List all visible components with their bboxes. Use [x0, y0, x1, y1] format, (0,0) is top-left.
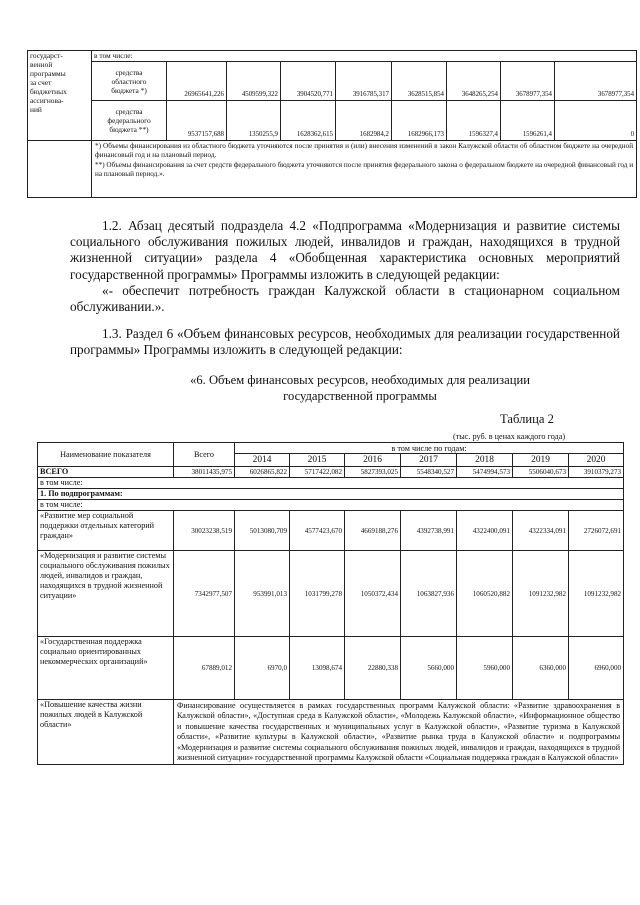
- subprogram-2-2016: 1050372,434: [345, 551, 401, 637]
- program-funding-label: государст- венной программы за счет бюджетных ассигнова- ний: [28, 51, 92, 141]
- footnote-federal: **) Объемы финансирования за счет средств федерального бюджета уточняются после принятия федерального закона о федеральном бюджете на очередной финансовый год и на плановый период.».: [95, 160, 634, 178]
- including-label: в том числе:: [38, 500, 624, 511]
- subprogram-1-2020: 2726072,691: [569, 511, 624, 551]
- paragraph-1-2-quote-text: «- обеспечит потребность граждан Калужской области в стационарном социальном обслуживании.».: [70, 283, 620, 315]
- regional-total-cell: 26965641,226: [167, 62, 227, 101]
- federal-2019-cell: 1596261,4: [501, 101, 555, 141]
- header-year-2020: 2020: [569, 454, 624, 467]
- total-row-2020: 3910379,273: [569, 467, 624, 478]
- total-row-2017: 5548340,527: [401, 467, 457, 478]
- subprogram-1-2016: 4669188,276: [345, 511, 401, 551]
- table-row: [28, 101, 637, 141]
- federal-2017-cell: 1682966,173: [392, 101, 447, 141]
- total-row-2016: 5827393,025: [345, 467, 401, 478]
- federal-2015-cell: 1628362,615: [281, 101, 336, 141]
- header-year-2018: 2018: [457, 454, 513, 467]
- paragraph-1-2-quote: [70, 283, 620, 315]
- subprogram-2-2020: 1091232,982: [569, 551, 624, 637]
- empty-cell: [28, 141, 92, 198]
- table-row: [38, 700, 624, 765]
- footnote-regional: *) Объемы финансирования из областного бюджета уточняются после принятия и (или) внесения изменений в закон Калужской области об областном бюджете на очередной финансовый год и на плановый период.: [95, 142, 634, 160]
- subprogram-2-2019: 1091232,982: [513, 551, 569, 637]
- total-row-2014: 6026865,822: [235, 467, 290, 478]
- subprogram-2-total: 7342977,507: [174, 551, 235, 637]
- financial-resources-table: [37, 442, 624, 765]
- federal-2016-cell: 1682984,2: [336, 101, 392, 141]
- subprogram-2-2018: 1060520,882: [457, 551, 513, 637]
- total-row-2015: 5717422,082: [290, 467, 345, 478]
- subprogram-1-2014: 5013080,709: [235, 511, 290, 551]
- total-row-2019: 5506040,673: [513, 467, 569, 478]
- subprogram-2-2014: 953991,013: [235, 551, 290, 637]
- federal-budget-label: средства федерального бюджета **): [92, 101, 167, 141]
- subprogram-2-2015: 1031799,278: [290, 551, 345, 637]
- header-total: Всего: [174, 443, 235, 467]
- subprogram-3-2015: 13098,674: [290, 637, 345, 700]
- federal-2020-cell: 0: [555, 101, 637, 141]
- subprogram-3-2016: 22880,338: [345, 637, 401, 700]
- subprogram-2-label: «Модернизация и развитие системы социального обслуживания пожилых людей, инвалидов и граждан, находящихся в трудной жизненной ситуации»: [38, 551, 174, 637]
- section-title-line-1: «6. Объем финансовых ресурсов, необходимых для реализации: [190, 373, 530, 387]
- funding-continuation-table: [27, 50, 637, 198]
- paragraph-1-3-text: 1.3. Раздел 6 «Объем финансовых ресурсов, необходимых для реализации государственной программы» Программы изложить в следующей редакции:: [70, 326, 620, 358]
- subprogram-3-label: «Государственная поддержка социально ориентированных некоммерческих организаций»: [38, 637, 174, 700]
- subprogram-1-total: 30023238,519: [174, 511, 235, 551]
- header-year-2017: 2017: [401, 454, 457, 467]
- footnotes-cell: [92, 141, 637, 198]
- table-row: [28, 62, 637, 101]
- subprogram-1-2018: 4322400,091: [457, 511, 513, 551]
- subprogram-1-2017: 4392738,991: [401, 511, 457, 551]
- regional-2020-cell: 3678977,354: [555, 62, 637, 101]
- total-row-sum: 38011435,975: [174, 467, 235, 478]
- section-title: [150, 372, 570, 404]
- subprogram-4-label: «Повышение качества жизни пожилых людей в Калужской области»: [38, 700, 174, 765]
- paragraph-1-2: [70, 218, 620, 283]
- header-year-2015: 2015: [290, 454, 345, 467]
- subprogram-3-total: 67889,012: [174, 637, 235, 700]
- subprogram-1-2019: 4322334,091: [513, 511, 569, 551]
- subprogram-3-2017: 5660,000: [401, 637, 457, 700]
- paragraph-1-3: [70, 326, 620, 358]
- regional-2015-cell: 3904520,771: [281, 62, 336, 101]
- section-title-line-2: государственной программы: [283, 389, 437, 403]
- table-row: [38, 478, 624, 489]
- federal-2018-cell: 1596327,4: [447, 101, 501, 141]
- subprogram-3-2020: 6960,000: [569, 637, 624, 700]
- subprogram-3-2018: 5960,000: [457, 637, 513, 700]
- regional-budget-label: средства областного бюджета *): [92, 62, 167, 101]
- subprogram-1-label: «Развитие мер социальной поддержки отдельных категорий граждан»: [38, 511, 174, 551]
- regional-2016-cell: 3916785,317: [336, 62, 392, 101]
- subprogram-4-financing-note: Финансирование осуществляется в рамках государственных программ Калужской области: «Развитие здравоохранения в Калужской области», «Доступная среда в Калужской области», «Молодежь Калужской области», «Информационное общество и повышение качества государственных и муниципальных услуг в Калужской области», «Развитие туризма в Калужской области», «Развитие культуры в Калужской области», «Развитие рынка труда в Калужской области» и подпрограммы «Модернизация и развитие системы социального обслуживания пожилых людей, инвалидов и граждан, находящихся в трудной жизненной ситуации» государственной программы Калужской области «Социальная поддержка граждан в Калужской области»: [174, 700, 624, 765]
- table-row-total: [38, 467, 624, 478]
- header-year-2016: 2016: [345, 454, 401, 467]
- including-label: в том числе:: [38, 478, 624, 489]
- subprogram-3-2019: 6360,000: [513, 637, 569, 700]
- table-row: [38, 551, 624, 637]
- total-row-2018: 5474994,573: [457, 467, 513, 478]
- regional-2019-cell: 3678977,354: [501, 62, 555, 101]
- table-units-note: (тыс. руб. в ценах каждого года): [453, 432, 566, 441]
- header-indicator-name: Наименование показателя: [38, 443, 174, 467]
- table-caption: Таблица 2: [500, 412, 554, 426]
- table-row: [38, 637, 624, 700]
- federal-total-cell: 9537157,688: [167, 101, 227, 141]
- by-subprograms-label: 1. По подпрограммам:: [38, 489, 624, 500]
- header-years-group: в том числе по годам:: [235, 443, 624, 454]
- subprogram-3-2014: 6970,0: [235, 637, 290, 700]
- regional-2018-cell: 3648265,254: [447, 62, 501, 101]
- header-year-2014: 2014: [235, 454, 290, 467]
- federal-2014-cell: 1350255,9: [227, 101, 281, 141]
- header-row: [38, 443, 624, 454]
- subprogram-1-2015: 4577423,670: [290, 511, 345, 551]
- table-row: [28, 141, 637, 198]
- subprogram-2-2017: 1063827,936: [401, 551, 457, 637]
- regional-2017-cell: 3628515,854: [392, 62, 447, 101]
- including-label: в том числе:: [92, 51, 637, 62]
- paragraph-1-2-text: 1.2. Абзац десятый подраздела 4.2 «Подпрограмма «Модернизация и развитие системы социального обслуживания пожилых людей, инвалидов и граждан, находящихся в трудной жизненной ситуации» раздела 4 «Обобщенная характеристика основных мероприятий государственной программы» Программы изложить в следующей редакции:: [70, 218, 620, 282]
- table-row: [38, 500, 624, 511]
- table-row: [28, 51, 637, 62]
- table-row: [38, 489, 624, 500]
- table-row: [38, 511, 624, 551]
- total-row-label: ВСЕГО: [38, 467, 174, 478]
- regional-2014-cell: 4509599,322: [227, 62, 281, 101]
- header-year-2019: 2019: [513, 454, 569, 467]
